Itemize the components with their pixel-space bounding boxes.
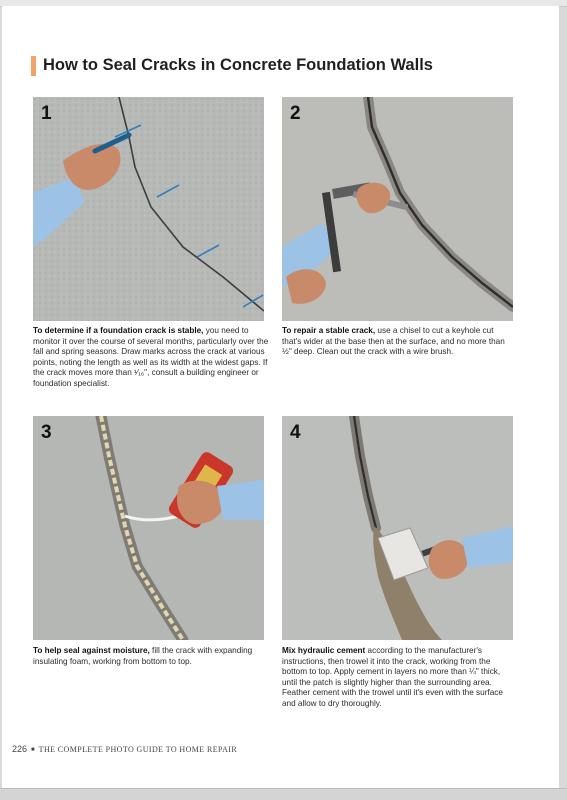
bottom-edge xyxy=(0,788,567,800)
step-3-caption xyxy=(33,646,269,667)
running-title: THE COMPLETE PHOTO GUIDE TO HOME REPAIR xyxy=(38,745,238,754)
page-title: How to Seal Cracks in Concrete Foundation Walls xyxy=(43,56,433,74)
step-1-number: 1 xyxy=(41,103,52,124)
step-1-caption xyxy=(33,326,269,390)
step-4-text: according to the manufacturer's instructions, then trowel it into the crack, working from the bottom to top. Apply cement in layers no more than ¼" thick, until the patch is slightly higher than the surrounding area. Feather cement with the trowel until it's even with the surface and allow to dry thoroughly. xyxy=(282,646,503,708)
step-1-photo xyxy=(33,97,264,321)
title-accent-bar xyxy=(31,56,36,76)
page-number: 226 xyxy=(12,744,28,754)
page-footer xyxy=(12,744,237,754)
step-4-caption xyxy=(282,646,514,710)
step-4-number: 4 xyxy=(290,422,301,443)
footer-separator: ■ xyxy=(31,746,35,753)
step-3-number: 3 xyxy=(41,422,52,443)
step-1-text: you need to monitor it over the course of several months, particularly over the fall and spring seasons. Draw marks across the crack at various points, noting the length as well as its width at the widest gaps. If the crack moves more than ¹⁄₁₆", consult a building engineer or foundation specialist. xyxy=(33,326,269,388)
step-2-text: use a chisel to cut a keyhole cut that's wider at the base then at the surface, and no more than ½" deep. Clean out the crack with a wire brush. xyxy=(282,326,505,357)
step-2-caption xyxy=(282,326,514,358)
step-2-lead: To repair a stable crack, xyxy=(282,326,376,335)
step-2-number: 2 xyxy=(290,103,301,124)
step-3-lead: To help seal against moisture, xyxy=(33,646,150,655)
step-2-photo xyxy=(282,97,513,321)
step-1-lead: To determine if a foundation crack is stable, xyxy=(33,326,204,335)
step-4-lead: Mix hydraulic cement xyxy=(282,646,366,655)
step-4-photo xyxy=(282,416,513,640)
step-3-photo xyxy=(33,416,264,640)
step-3-text: fill the crack with expanding insulating foam, working from bottom to top. xyxy=(33,646,253,666)
